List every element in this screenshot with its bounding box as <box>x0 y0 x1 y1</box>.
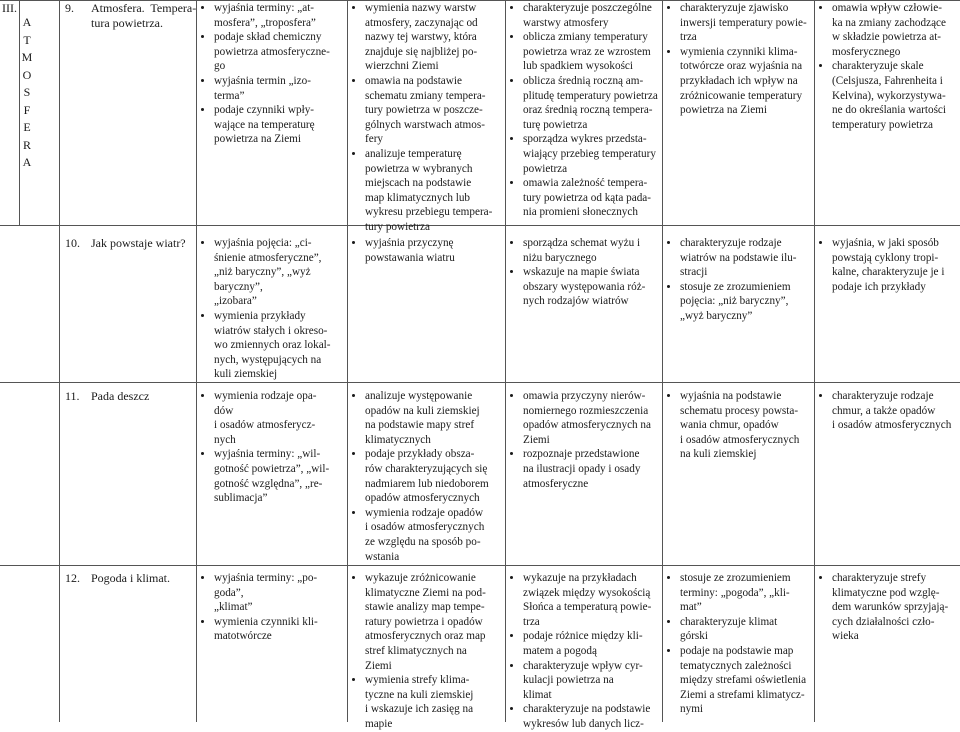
requirement-item: • wymienia czynniki klima- totwórcze oraz wyjaśnia na przykładach ich wpływ na zróżnicowanie temperatury powietrza na Ziemi <box>680 45 813 118</box>
requirement-item: • podaje czynniki wpły- wające na temperaturę powietrza na Ziemi <box>214 103 345 147</box>
requirement-item: • wskazuje na mapie świata obszary występowania róż- nych rodzajów wiatrów <box>523 265 661 309</box>
requirement-item: • wyjaśnia terminy: „wil- gotność powietrza”, „wil- gotność względna”, „re- sublimacja” <box>214 447 345 505</box>
requirements-cell <box>666 1 813 118</box>
requirement-item: • wykazuje na przykładach związek między wysokością Słońca a temperaturą powie- trza <box>523 571 661 629</box>
requirements-cell <box>666 571 813 717</box>
requirements-cell <box>200 571 345 644</box>
table-rule <box>59 0 60 722</box>
requirement-item: • charakteryzuje na podstawie wykresów lub danych licz- <box>523 702 661 731</box>
lesson-number: 12. <box>65 571 80 585</box>
lesson-topic: Pada deszcz <box>91 389 150 403</box>
requirement-item: • wymienia rodzaje opa- dów i osadów atmosferycz- nych <box>214 389 345 447</box>
requirement-item: • analizuje temperaturę powietrza w wybranych miejscach na podstawie map klimatycznych lub wykresu przebiegu tempera- tury powietrza <box>365 147 504 235</box>
requirements-list <box>351 1 504 235</box>
requirement-item: • charakteryzuje wpływ cyr- kulacji powietrza na klimat <box>523 659 661 703</box>
requirements-cell <box>509 1 661 220</box>
requirement-item: • sporządza wykres przedsta- wiający przebieg temperatury powietrza <box>523 132 661 176</box>
requirement-item: • wyjaśnia terminy: „po- goda”, „klimat” <box>214 571 345 615</box>
requirements-cell <box>666 389 813 462</box>
requirements-list <box>666 571 813 717</box>
requirements-list <box>666 1 813 118</box>
requirements-cell <box>351 389 504 564</box>
requirements-list <box>200 389 345 506</box>
requirement-item: • omawia na podstawie schematu zmiany tempera- tury powietrza w poszcze- gólnych warstwach atmos- fery <box>365 74 504 147</box>
requirements-cell <box>818 236 959 294</box>
requirement-item: • podaje różnice między kli- matem a pogodą <box>523 629 661 658</box>
requirements-list <box>351 389 504 564</box>
requirements-list <box>509 389 661 491</box>
requirement-item: • stosuje ze zrozumieniem terminy: „pogoda”, „kli- mat” <box>680 571 813 615</box>
requirement-item: • charakteryzuje rodzaje chmur, a także opadów i osadów atmosferycznych <box>832 389 959 433</box>
lesson-number: 10. <box>65 236 80 250</box>
section-title: A T M O S F E R A <box>21 15 33 169</box>
requirement-item: • charakteryzuje rodzaje wiatrów na podstawie ilu- stracji <box>680 236 813 280</box>
requirements-list <box>818 571 959 644</box>
requirement-item: • stosuje ze zrozumieniem pojęcia: „niż baryczny”, „wyż baryczny” <box>680 280 813 324</box>
table-rule <box>814 0 815 722</box>
requirements-list <box>509 1 661 220</box>
requirement-item: • sporządza schemat wyżu i niżu barycznego <box>523 236 661 265</box>
requirements-list <box>818 1 959 132</box>
requirement-item: • charakteryzuje skale (Celsjusza, Fahrenheita i Kelvina), wykorzystywa- ne do określania wartości temperatury powietrza <box>832 59 959 132</box>
requirement-item: • wykazuje zróżnicowanie klimatyczne Ziemi na pod- stawie analizy map tempe- ratury powietrza i opadów atmosferycznych oraz map stref klimatycznych na Ziemi <box>365 571 504 673</box>
requirement-item: • wymienia nazwy warstw atmosfery, zaczynając od nazwy tej warstwy, która znajduje się najbliżej po- wierzchni Ziemi <box>365 1 504 74</box>
requirement-item: • podaje na podstawie map tematycznych zależności między strefami oświetlenia Ziemi a strefami klimatycz- nymi <box>680 644 813 717</box>
lesson-topic: Jak powstaje wiatr? <box>91 236 186 250</box>
requirements-list <box>200 571 345 644</box>
requirements-cell <box>509 571 661 732</box>
requirement-item: • wymienia czynniki kli- matotwórcze <box>214 615 345 644</box>
requirement-item: • omawia zależność tempera- tury powietrza od kąta pada- nia promieni słonecznych <box>523 176 661 220</box>
requirements-list <box>509 236 661 309</box>
requirements-list <box>818 389 959 433</box>
lesson-topic: Atmosfera. Tempera- tura powietrza. <box>91 1 197 30</box>
requirements-cell <box>200 1 345 147</box>
requirements-list <box>666 236 813 324</box>
lesson-number: 11. <box>65 389 80 403</box>
lesson-topic: Pogoda i klimat. <box>91 571 170 585</box>
requirements-cell <box>666 236 813 324</box>
requirement-item: • wymienia rodzaje opadów i osadów atmosferycznych ze względu na sposób po- wstania <box>365 506 504 564</box>
requirements-list <box>818 236 959 294</box>
requirements-cell <box>200 236 345 382</box>
requirements-cell <box>509 236 661 309</box>
requirement-item: • wymienia strefy klima- tyczne na kuli ziemskiej i wskazuje ich zasięg na mapie <box>365 673 504 731</box>
requirements-list <box>509 571 661 732</box>
requirement-item: • charakteryzuje strefy klimatyczne pod wzglę- dem warunków sprzyjają- cych działalności czło- wieka <box>832 571 959 644</box>
requirements-cell <box>351 236 504 265</box>
table-rule <box>505 0 506 722</box>
requirements-list <box>200 236 345 382</box>
requirements-cell <box>509 389 661 491</box>
section-number: III. <box>2 1 17 15</box>
requirements-cell <box>818 571 959 644</box>
requirements-cell <box>818 389 959 433</box>
requirement-item: • podaje skład chemiczny powietrza atmosferyczne- go <box>214 30 345 74</box>
requirement-item: • omawia wpływ człowie- ka na zmiany zachodzące w składzie powietrza at- mosferycznego <box>832 1 959 59</box>
requirements-cell <box>200 389 345 506</box>
requirements-cell <box>818 1 959 132</box>
requirement-item: • wyjaśnia przyczynę powstawania wiatru <box>365 236 504 265</box>
requirement-item: • podaje przykłady obsza- rów charakteryzujących się nadmiarem lub niedoborem opadów atmosferycznych <box>365 447 504 505</box>
requirement-item: • wyjaśnia terminy: „at- mosfera”, „troposfera” <box>214 1 345 30</box>
lesson-number: 9. <box>65 1 74 15</box>
requirement-item: • analizuje występowanie opadów na kuli ziemskiej na podstawie mapy stref klimatycznych <box>365 389 504 447</box>
requirement-item: • wyjaśnia, w jaki sposób powstają cyklony tropi- kalne, charakteryzuje je i podaje ich przykłady <box>832 236 959 294</box>
requirements-list <box>200 1 345 147</box>
requirement-item: • wyjaśnia na podstawie schematu procesy powsta- wania chmur, opadów i osadów atmosferycznych na kuli ziemskiej <box>680 389 813 462</box>
table-rule <box>196 0 197 722</box>
table-rule <box>0 565 960 566</box>
table-rule <box>0 382 960 383</box>
requirement-item: • charakteryzuje zjawisko inwersji temperatury powie- trza <box>680 1 813 45</box>
requirement-item: • charakteryzuje klimat górski <box>680 615 813 644</box>
table-rule <box>662 0 663 722</box>
requirements-list <box>351 571 504 732</box>
requirements-list <box>351 236 504 265</box>
requirement-item: • wyjaśnia termin „izo- terma” <box>214 74 345 103</box>
requirement-item: • oblicza zmiany temperatury powietrza wraz ze wzrostem lub spadkiem wysokości <box>523 30 661 74</box>
requirement-item: • wymienia przykłady wiatrów stałych i okreso- wo zmiennych oraz lokal- nych, występujących na kuli ziemskiej <box>214 309 345 382</box>
table-rule <box>347 0 348 722</box>
requirement-item: • omawia przyczyny nierów- nomiernego rozmieszczenia opadów atmosferycznych na Ziemi <box>523 389 661 447</box>
requirement-item: • charakteryzuje poszczególne warstwy atmosfery <box>523 1 661 30</box>
requirements-cell <box>351 571 504 732</box>
requirements-list <box>666 389 813 462</box>
requirement-item: • oblicza średnią roczną am- plitudę temperatury powietrza oraz średnią roczną tempera- turę powietrza <box>523 74 661 132</box>
requirements-cell <box>351 1 504 235</box>
requirement-item: • wyjaśnia pojęcia: „ci- śnienie atmosferyczne”, „niż baryczny”, „wyż baryczny”, „izobara” <box>214 236 345 309</box>
requirement-item: • rozpoznaje przedstawione na ilustracji opady i osady atmosferyczne <box>523 447 661 491</box>
